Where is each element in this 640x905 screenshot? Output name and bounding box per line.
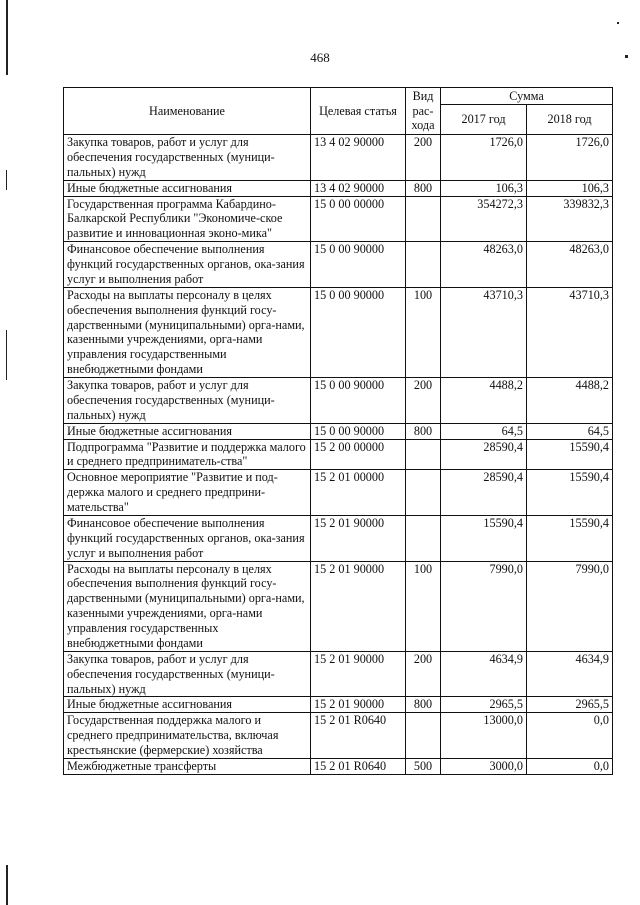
row-expense-type-cell: 800 xyxy=(406,423,441,439)
row-sum-2017-cell: 15590,4 xyxy=(441,515,527,561)
row-target-article-cell: 15 2 01 R0640 xyxy=(311,713,406,759)
table-row xyxy=(64,651,613,697)
row-sum-2018-cell: 7990,0 xyxy=(527,561,613,651)
scan-margin-mark xyxy=(6,865,8,905)
row-expense-type-cell: 100 xyxy=(406,287,441,377)
table-row xyxy=(64,378,613,424)
row-sum-2017-cell: 48263,0 xyxy=(441,242,527,288)
header-sum: Сумма xyxy=(441,88,613,105)
row-sum-2017-cell: 1726,0 xyxy=(441,135,527,181)
row-sum-2018-cell: 4488,2 xyxy=(527,378,613,424)
row-sum-2017-cell: 7990,0 xyxy=(441,561,527,651)
row-target-article-cell: 15 2 01 R0640 xyxy=(311,758,406,774)
row-target-article-cell: 13 4 02 90000 xyxy=(311,135,406,181)
row-expense-type-cell: 200 xyxy=(406,378,441,424)
row-sum-2018-cell: 2965,5 xyxy=(527,697,613,713)
row-expense-type-cell xyxy=(406,470,441,516)
table-row xyxy=(64,515,613,561)
table-row xyxy=(64,287,613,377)
row-sum-2018-cell: 48263,0 xyxy=(527,242,613,288)
scan-margin-mark xyxy=(6,0,8,75)
row-name-cell: Межбюджетные трансферты xyxy=(64,758,311,774)
row-sum-2018-cell: 339832,3 xyxy=(527,196,613,242)
table-row xyxy=(64,758,613,774)
row-expense-type-cell xyxy=(406,713,441,759)
page-number: 468 xyxy=(310,50,330,65)
row-target-article-cell: 15 2 01 90000 xyxy=(311,561,406,651)
row-target-article-cell: 15 2 01 00000 xyxy=(311,470,406,516)
table-row xyxy=(64,423,613,439)
row-expense-type-cell xyxy=(406,242,441,288)
row-name-cell: Иные бюджетные ассигнования xyxy=(64,697,311,713)
row-expense-type-cell xyxy=(406,439,441,470)
row-sum-2018-cell: 4634,9 xyxy=(527,651,613,697)
row-expense-type-cell: 200 xyxy=(406,651,441,697)
header-name: Наименование xyxy=(64,88,311,135)
row-name-cell: Закупка товаров, работ и услуг для обеспечения государственных (муници-пальных) нужд xyxy=(64,651,311,697)
row-name-cell: Закупка товаров, работ и услуг для обеспечения государственных (муници-пальных) нужд xyxy=(64,378,311,424)
row-sum-2017-cell: 354272,3 xyxy=(441,196,527,242)
row-sum-2017-cell: 4488,2 xyxy=(441,378,527,424)
table-row xyxy=(64,196,613,242)
header-year-2017: 2017 год xyxy=(441,105,527,135)
row-sum-2018-cell: 1726,0 xyxy=(527,135,613,181)
row-name-cell: Закупка товаров, работ и услуг для обеспечения государственных (муници-пальных) нужд xyxy=(64,135,311,181)
row-expense-type-cell xyxy=(406,515,441,561)
row-target-article-cell: 15 2 00 00000 xyxy=(311,439,406,470)
table-body xyxy=(64,135,613,775)
table-row xyxy=(64,135,613,181)
row-name-cell: Финансовое обеспечение выполнения функций государственных органов, ока-зания услуг и выполнения работ xyxy=(64,515,311,561)
row-name-cell: Государственная программа Кабардино-Балкарской Республики "Экономиче-ское развитие и инновационная эконо-мика" xyxy=(64,196,311,242)
row-target-article-cell: 15 2 01 90000 xyxy=(311,515,406,561)
row-expense-type-cell: 800 xyxy=(406,180,441,196)
row-target-article-cell: 15 0 00 90000 xyxy=(311,242,406,288)
header-year-2018: 2018 год xyxy=(527,105,613,135)
row-expense-type-cell xyxy=(406,196,441,242)
row-sum-2017-cell: 64,5 xyxy=(441,423,527,439)
scan-margin-mark xyxy=(6,330,7,380)
row-name-cell: Расходы на выплаты персоналу в целях обеспечения выполнения функций госу-дарственными (муниципальными) орга-нами, казенными учреждениями, орга-нами управления государственными внебюджетными фондами xyxy=(64,287,311,377)
row-name-cell: Финансовое обеспечение выполнения функций государственных органов, ока-зания услуг и выполнения работ xyxy=(64,242,311,288)
row-target-article-cell: 15 0 00 90000 xyxy=(311,378,406,424)
row-name-cell: Расходы на выплаты персоналу в целях обеспечения выполнения функций госу-дарственными (муниципальными) орга-нами, казенными учреждениями, орга-нами управления государственных внебюджетными фондами xyxy=(64,561,311,651)
row-sum-2017-cell: 28590,4 xyxy=(441,439,527,470)
row-sum-2017-cell: 13000,0 xyxy=(441,713,527,759)
row-name-cell: Иные бюджетные ассигнования xyxy=(64,423,311,439)
row-target-article-cell: 15 2 01 90000 xyxy=(311,697,406,713)
row-sum-2017-cell: 3000,0 xyxy=(441,758,527,774)
row-expense-type-cell: 800 xyxy=(406,697,441,713)
row-sum-2018-cell: 64,5 xyxy=(527,423,613,439)
table-row xyxy=(64,561,613,651)
row-target-article-cell: 15 0 00 90000 xyxy=(311,423,406,439)
row-sum-2018-cell: 15590,4 xyxy=(527,515,613,561)
table-row xyxy=(64,180,613,196)
row-sum-2018-cell: 43710,3 xyxy=(527,287,613,377)
row-name-cell: Иные бюджетные ассигнования xyxy=(64,180,311,196)
scan-margin-mark xyxy=(6,170,7,190)
table-row xyxy=(64,242,613,288)
row-expense-type-cell: 500 xyxy=(406,758,441,774)
row-sum-2018-cell: 106,3 xyxy=(527,180,613,196)
row-name-cell: Государственная поддержка малого и среднего предпринимательства, включая крестьянские (фермерские) хозяйства xyxy=(64,713,311,759)
table-row xyxy=(64,713,613,759)
row-sum-2018-cell: 15590,4 xyxy=(527,470,613,516)
row-sum-2017-cell: 2965,5 xyxy=(441,697,527,713)
scan-margin-mark xyxy=(617,22,619,24)
budget-table xyxy=(63,87,613,775)
row-sum-2017-cell: 28590,4 xyxy=(441,470,527,516)
row-sum-2017-cell: 106,3 xyxy=(441,180,527,196)
row-name-cell: Подпрограмма "Развитие и поддержка малого и среднего предприниматель-ства" xyxy=(64,439,311,470)
row-expense-type-cell: 100 xyxy=(406,561,441,651)
row-sum-2017-cell: 43710,3 xyxy=(441,287,527,377)
table-row xyxy=(64,439,613,470)
table-row xyxy=(64,697,613,713)
header-expense-type: Вид рас-хода xyxy=(406,88,441,135)
row-target-article-cell: 15 0 00 90000 xyxy=(311,287,406,377)
scan-margin-mark xyxy=(625,55,628,58)
row-name-cell: Основное мероприятие "Развитие и под-держка малого и среднего предприни-мательства" xyxy=(64,470,311,516)
row-expense-type-cell: 200 xyxy=(406,135,441,181)
row-target-article-cell: 15 0 00 00000 xyxy=(311,196,406,242)
row-target-article-cell: 13 4 02 90000 xyxy=(311,180,406,196)
header-target-article: Целевая статья xyxy=(311,88,406,135)
row-target-article-cell: 15 2 01 90000 xyxy=(311,651,406,697)
table-row xyxy=(64,470,613,516)
row-sum-2018-cell: 0,0 xyxy=(527,713,613,759)
row-sum-2018-cell: 15590,4 xyxy=(527,439,613,470)
row-sum-2018-cell: 0,0 xyxy=(527,758,613,774)
row-sum-2017-cell: 4634,9 xyxy=(441,651,527,697)
